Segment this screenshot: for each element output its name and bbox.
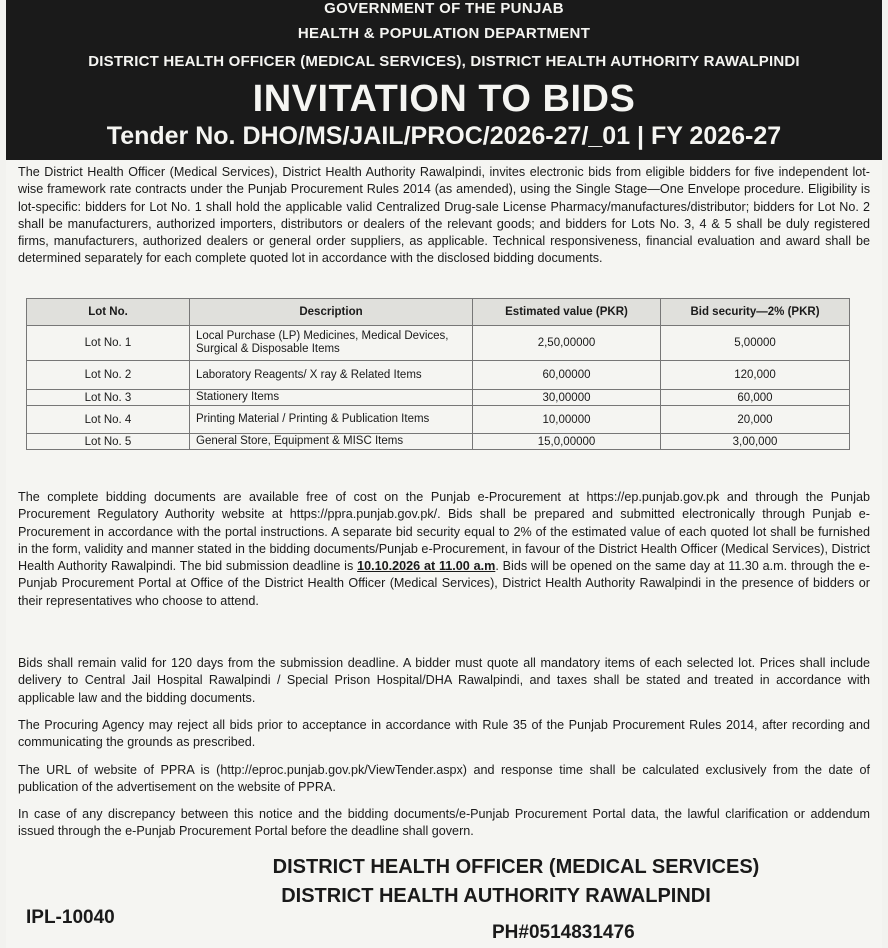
lot-cell: Lot No. 3: [27, 390, 190, 406]
description-cell: Printing Material / Printing & Publication Items: [190, 406, 473, 434]
security-cell: 3,00,000: [661, 434, 850, 450]
col-lot: Lot No.: [27, 299, 190, 326]
rejection-paragraph: The Procuring Agency may reject all bids prior to acceptance in accordance with Rule 35 of the Punjab Procurement Rules 2014, after recording and communicating the grounds as prescribed.: [18, 718, 870, 750]
col-description: Description: [190, 299, 473, 326]
signature-authority: DISTRICT HEALTH AUTHORITY RAWALPINDI: [281, 885, 711, 907]
lot-cell: Lot No. 5: [27, 434, 190, 450]
table-header-row: [27, 299, 850, 326]
ipl-number: IPL-10040: [26, 907, 115, 928]
table-row: [27, 390, 850, 406]
description-cell: Local Purchase (LP) Medicines, Medical Devices, Surgical & Disposable Items: [190, 326, 473, 361]
intro-paragraph: The District Health Officer (Medical Services), District Health Authority Rawalpindi, invites electronic bids from eligible bidders for five independent lot-wise framework rate contracts under the Punjab Procurement Rules 2014 (as amended), using the Single Stage—One Envelope procedure. Eligibility is lot-specific: bidders for Lot No. 1 shall hold the applicable valid Centralized Drug-sale License Pharmacy/manufactures/distributor; bidders for Lot No. 2 shall be manufacturers, authorized importers, distributors or dealers of the relevant goods; and bidders for Lots No. 3, 4 & 5 shall be duly registered firms, manufacturers, authorized dealers or general order suppliers, as applicable. Technical responsiveness, financial evaluation and award shall be determined separately for each complete quoted lot in accordance with the disclosed bidding documents.: [18, 165, 870, 266]
office-heading: DISTRICT HEALTH OFFICER (MEDICAL SERVICES), DISTRICT HEALTH AUTHORITY RAWALPINDI: [88, 53, 800, 70]
ppra-url-paragraph: The URL of website of PPRA is (http://eproc.punjab.gov.pk/ViewTender.aspx) and response time shall be calculated exclusively from the date of publication of the advertisement on the website of PPRA.: [18, 763, 870, 795]
col-bid-security: Bid security—2% (PKR): [661, 299, 850, 326]
lots-table: [26, 298, 850, 450]
notice-title: INVITATION TO BIDS: [252, 78, 636, 120]
government-heading: GOVERNMENT OF THE PUNJAB: [324, 0, 564, 17]
tender-notice: [6, 0, 882, 948]
value-cell: 30,00000: [473, 390, 661, 406]
value-cell: 2,50,00000: [473, 326, 661, 361]
notice-header: [6, 0, 882, 160]
signature-title: DISTRICT HEALTH OFFICER (MEDICAL SERVICES): [272, 856, 760, 878]
submission-deadline: 10.10.2026 at 11.00 a.m: [357, 559, 496, 574]
para2-text-start: The complete bidding documents are available free of cost on the Punjab e-Procurement at https://ep.punjab.gov.pk and through the Punjab Procurement Regulatory Authority website at https://ppra.punjab.gov.pk/. Bids shall be prepared and submitted electronically through Punjab e-Procurement in accordance with the portal instructions. A separate bid security equal to 2% of the estimated value of each quoted lot shall be furnished in the form, validity and manner stated in the bidding documents/Punjab e-Procurement, in favour of the District Health Officer (Medical Services), District Health Authority Rawalpindi. The bid submission deadline is: [18, 490, 870, 574]
security-cell: 120,000: [661, 361, 850, 390]
security-cell: 20,000: [661, 406, 850, 434]
para2-text-end: . Bids will be opened on the same day at 11.30 a.m. through the e-Punjab Procurement Portal at Office of the District Health Officer (Medical Services), District Health Authority Rawalpindi in the presence of bidders or their representatives who choose to attend.: [18, 559, 870, 608]
table-row: [27, 406, 850, 434]
security-cell: 60,000: [661, 390, 850, 406]
lot-cell: Lot No. 1: [27, 326, 190, 361]
table-row: [27, 361, 850, 390]
lot-cell: Lot No. 4: [27, 406, 190, 434]
description-cell: General Store, Equipment & MISC Items: [190, 434, 473, 450]
value-cell: 60,00000: [473, 361, 661, 390]
value-cell: 10,00000: [473, 406, 661, 434]
description-cell: Laboratory Reagents/ X ray & Related Items: [190, 361, 473, 390]
lot-cell: Lot No. 2: [27, 361, 190, 390]
table-row: [27, 434, 850, 450]
value-cell: 15,0,00000: [473, 434, 661, 450]
phone-number: PH#0514831476: [492, 922, 635, 943]
tender-number: Tender No. DHO/MS/JAIL/PROC/2026-27/_01 | FY 2026-27: [106, 122, 782, 150]
description-cell: Stationery Items: [190, 390, 473, 406]
bidding-documents-paragraph: [18, 489, 870, 610]
col-estimated-value: Estimated value (PKR): [473, 299, 661, 326]
validity-paragraph: Bids shall remain valid for 120 days from the submission deadline. A bidder must quote all mandatory items of each selected lot. Prices shall include delivery to Central Jail Hospital Rawalpindi / Special Prison Hospital/DHA Rawalpindi, and taxes shall be stated and treated in accordance with applicable law and the bidding documents.: [18, 656, 870, 705]
department-heading: HEALTH & POPULATION DEPARTMENT: [297, 25, 591, 42]
table-row: [27, 326, 850, 361]
security-cell: 5,00000: [661, 326, 850, 361]
discrepancy-paragraph: In case of any discrepancy between this notice and the bidding documents/e-Punjab Procurement Portal data, the lawful clarification or addendum issued through the e-Punjab Procurement Portal before the deadline shall govern.: [18, 807, 870, 839]
